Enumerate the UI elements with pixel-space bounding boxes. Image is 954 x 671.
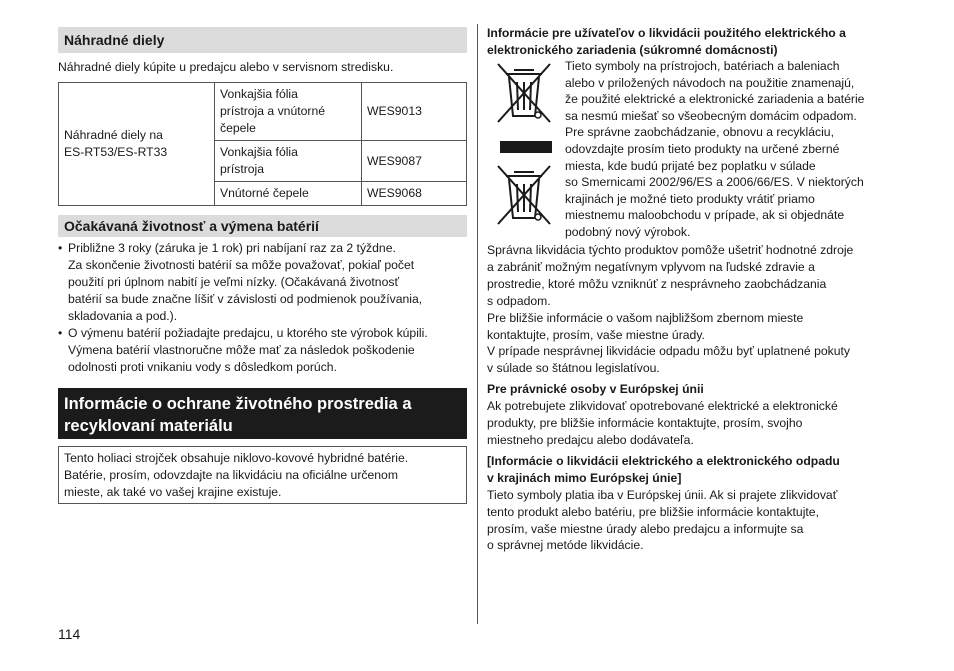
weee-title (487, 25, 907, 59)
column-divider (477, 24, 478, 624)
weee-symbol-text (565, 58, 905, 241)
text-line: V prípade nesprávnej likvidácie odpadu môžu byť uplatnené pokuty (487, 344, 850, 359)
text-line: produkty, pre bližšie informácie kontaktujte, prosím, svojho (487, 416, 803, 431)
table-desc-cell (215, 141, 362, 182)
table-desc-line: Vonkajšia fólia (220, 87, 298, 101)
text-line: podobný nový výrobok. (565, 224, 691, 239)
list-line: • Približne 3 roky (záruka je 1 rok) pri nabíjaní raz za 2 týždne. (68, 241, 396, 255)
battery-heading-text: Očakávaná životnosť a výmena batérií (64, 218, 319, 234)
text-line: so Smernicami 2002/96/ES a 2006/66/ES. V niektorých (565, 175, 864, 190)
table-desc-cell (215, 83, 362, 141)
legal-heading: Pre právnické osoby v Európskej únii (487, 382, 704, 397)
battery-list (58, 240, 468, 376)
weee-body (487, 242, 907, 554)
weee-title-line: elektronického zariadenia (súkromné domácnosti) (487, 43, 778, 57)
text-line: miesta, kde budú prijaté bez poplatku v súlade (565, 158, 816, 173)
text-line: Pre správne zaobchádzanie, obnovu a recykláciu, (565, 125, 834, 140)
text-line: krajinách je možné tieto produkty vrátiť priamo (565, 191, 815, 206)
text-line: tento produkt alebo batériu, pre bližšie informácie kontaktujte, (487, 504, 819, 519)
table-label-line: Náhradné diely na (64, 128, 163, 142)
text-line: sa nesmú miešať so všeobecným domácim odpadom. (565, 108, 857, 123)
environment-heading-line: Informácie o ochrane životného prostredia a (64, 395, 412, 413)
text-line: Ak potrebujete zlikvidovať opotrebované elektrické a elektronické (487, 399, 838, 414)
text-line: že použité elektrické a elektronické zariadenia a batérie (565, 92, 865, 107)
crossed-bin-icon (492, 60, 556, 126)
list-line: • O výmenu batérií požiadajte predajcu, u ktorého ste výrobok kúpili. (68, 326, 428, 340)
text-line: v súlade so štátnou legislatívou. (487, 361, 660, 376)
spare-parts-heading-text: Náhradné diely (64, 32, 165, 48)
text-line: miestnemu maloobchodu v prípade, ak si objednáte (565, 208, 845, 223)
table-code-cell: WES9013 (362, 83, 467, 141)
text-line: prosím, vaše miestne úrady alebo predajcu a informujte sa (487, 521, 804, 536)
list-line: batérií sa bude značne líšiť v závislosti od podmienok používania, (68, 292, 423, 306)
text-line: prostredie, ktoré môžu vzniknúť z nesprávneho zaobchádzania (487, 276, 827, 291)
spare-parts-table (58, 82, 467, 206)
table-label-cell (59, 83, 215, 206)
table-code-cell: WES9087 (362, 141, 467, 182)
outside-eu-heading-line: v krajinách mimo Európskej únie] (487, 470, 682, 485)
environment-box-line: Tento holiaci strojček obsahuje niklovo-kovové hybridné batérie. (64, 451, 409, 465)
table-desc-line: Vonkajšia fólia (220, 145, 298, 159)
list-line: použití pri úplnom nabití je veľmi nízky. (Očakávaná životnosť (68, 275, 400, 289)
outside-eu-heading-line: [Informácie o likvidácii elektrického a elektronického odpadu (487, 453, 840, 468)
text-line: a zabrániť možným negatívnym vplyvom na ľudské zdravie a (487, 259, 815, 274)
spare-parts-heading (58, 27, 467, 53)
environment-box-line: Batérie, prosím, odovzdajte na likvidáciu na oficiálne určenom (64, 468, 398, 482)
table-label-line: ES-RT53/ES-RT33 (64, 145, 168, 159)
table-desc-line: čepele (220, 121, 256, 135)
crossed-bin-icon (492, 162, 556, 228)
text-line: kontaktujte, prosím, vaše miestne úrady. (487, 327, 705, 342)
table-row (59, 83, 467, 141)
list-item (58, 240, 468, 325)
environment-box-line: mieste, ak také vo vašej krajine existuje. (64, 485, 282, 499)
environment-box (58, 446, 467, 504)
list-line: odolnosti proti vnikaniu vody s dôsledkom porúch. (68, 360, 337, 374)
list-line: Za skončenie životnosti batérií sa môže považovať, pokiaľ počet (68, 258, 415, 272)
text-line: miestneho predajcu alebo dodávateľa. (487, 432, 694, 447)
table-desc-cell (215, 182, 362, 206)
table-desc-line: Vnútorné čepele (220, 186, 309, 200)
text-line: Pre bližšie informácie o vašom najbližšom zbernom mieste (487, 310, 804, 325)
spare-parts-intro: Náhradné diely kúpite u predajcu alebo v servisnom stredisku. (58, 60, 394, 74)
list-line: Výmena batérií vlastnoručne môže mať za následok poškodenie (68, 343, 415, 357)
text-line: s odpadom. (487, 293, 551, 308)
text-line: Správna likvidácia týchto produktov pomôže ušetriť hodnotné zdroje (487, 243, 854, 257)
weee-title-line: Informácie pre užívateľov o likvidácii použitého elektrického a (487, 26, 846, 40)
table-code-cell: WES9068 (362, 182, 467, 206)
text-line: alebo v priložených návodoch na použitie znamenajú, (565, 75, 855, 90)
text-line: odovzdajte prosím tieto produkty na určené zberné (565, 141, 840, 156)
environment-heading (58, 388, 467, 439)
text-line: Tieto symboly na prístrojoch, batériach a baleniach (565, 59, 840, 73)
table-desc-line: prístroja (220, 162, 265, 176)
list-line: skladovania a pod.). (68, 309, 178, 323)
text-line: Tieto symboly platia iba v Európskej únii. Ak si prajete zlikvidovať (487, 487, 838, 502)
list-item (58, 325, 468, 376)
battery-heading (58, 215, 467, 237)
page-number: 114 (58, 626, 81, 642)
environment-heading-line: recyklovaní materiálu (64, 417, 233, 435)
text-line: o správnej metóde likvidácie. (487, 538, 644, 553)
bin-underline-bar (500, 141, 552, 153)
table-desc-line: prístroja a vnútorné (220, 104, 326, 118)
